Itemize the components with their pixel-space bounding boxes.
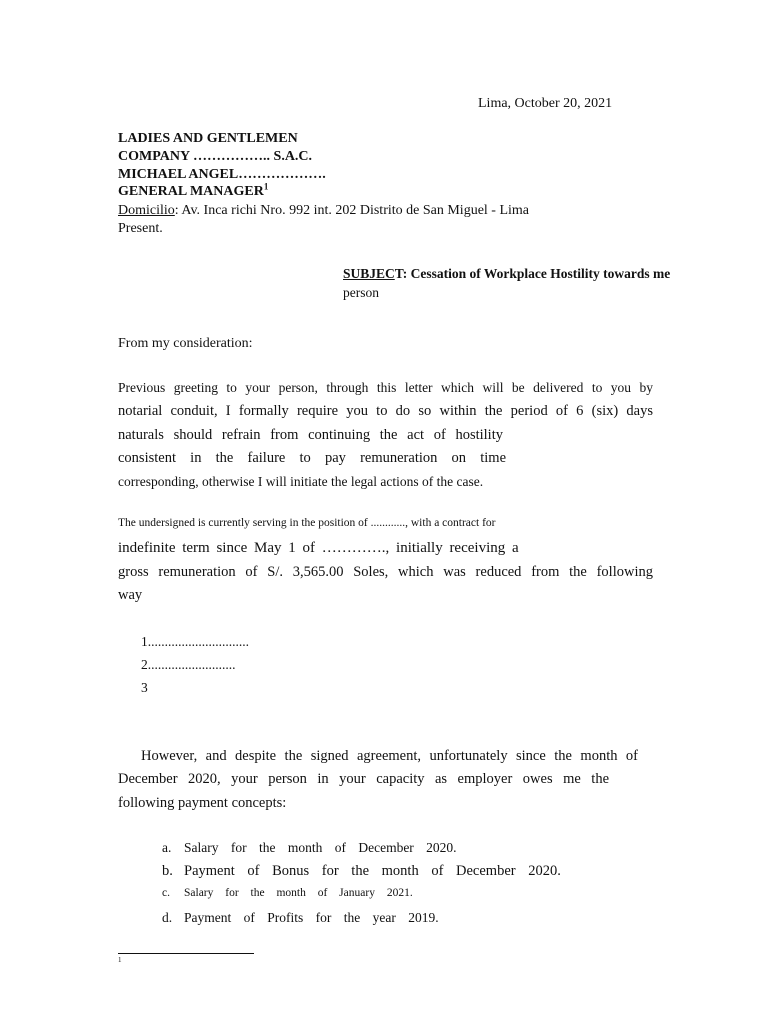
- domicile-label: Domicilio: [118, 203, 175, 218]
- paragraph-2-line: indefinite term since May 1 of …………., initially receiving a: [118, 540, 519, 556]
- list-item-label: b.: [162, 863, 173, 879]
- paragraph-2-line: The undersigned is currently serving in the position of ............, with a contract for: [118, 517, 496, 529]
- addressee-title: [118, 181, 269, 200]
- letter-date: Lima, October 20, 2021: [478, 96, 613, 111]
- paragraph-2-line: way: [118, 587, 143, 603]
- footnote-mark: 1: [118, 956, 122, 964]
- list-item: [162, 910, 439, 926]
- paragraph-3-line: following payment concepts:: [118, 795, 287, 811]
- list-item-text: Payment of Bonus for the month of December 2020.: [184, 863, 561, 879]
- list-item: [162, 840, 457, 856]
- footnote-separator: [118, 953, 254, 954]
- addressee-title-text: GENERAL MANAGER: [118, 184, 264, 199]
- addressee-present: Present.: [118, 221, 163, 236]
- addressee-line-1: LADIES AND GENTLEMEN: [118, 131, 298, 146]
- subject-line-2: person: [343, 285, 379, 300]
- paragraph-1-line: consistent in the failure to pay remuneration on time: [118, 450, 506, 466]
- addressee-company: COMPANY …………….. S.A.C.: [118, 149, 313, 164]
- list-item: [162, 863, 561, 880]
- paragraph-2-line: gross remuneration of S/. 3,565.00 Soles, which was reduced from the following: [118, 564, 653, 580]
- list-item-label: d.: [162, 910, 173, 925]
- list-item: 2..........................: [141, 657, 236, 672]
- list-item-text: Salary for the month of January 2021.: [184, 887, 413, 899]
- subject-line: [343, 266, 670, 282]
- paragraph-1-line: Previous greeting to your person, through this letter which will be delivered to you by: [118, 380, 653, 395]
- greeting: From my consideration:: [118, 336, 253, 351]
- subject-text: Cessation of Workplace Hostility towards me: [410, 266, 671, 281]
- list-item-text: Salary for the month of December 2020.: [184, 840, 457, 855]
- list-item: 3: [141, 680, 148, 695]
- addressee-name: MICHAEL ANGEL……………….: [118, 167, 326, 182]
- paragraph-1-line: notarial conduit, I formally require you to do so within the period of 6 (six) days: [118, 403, 653, 419]
- paragraph-1-line: naturals should refrain from continuing the act of hostility: [118, 427, 503, 443]
- paragraph-3-line: However, and despite the signed agreement, unfortunately since the month of: [141, 748, 638, 764]
- addressee-domicile: [118, 203, 529, 219]
- paragraph-1-line: corresponding, otherwise I will initiate the legal actions of the case.: [118, 474, 484, 489]
- list-item: [162, 887, 413, 899]
- paragraph-3-line: December 2020, your person in your capacity as employer owes me the: [118, 771, 609, 787]
- domicile-text: : Av. Inca richi Nro. 992 int. 202 Distrito de San Miguel - Lima: [174, 203, 529, 218]
- footnote-ref: 1: [263, 181, 269, 192]
- list-item: 1..............................: [141, 634, 249, 649]
- subject-label: SUBJEC: [343, 266, 395, 281]
- list-item-label: c.: [162, 887, 170, 899]
- list-item-text: Payment of Profits for the year 2019.: [184, 910, 439, 925]
- subject-label-rest: T:: [394, 266, 408, 281]
- list-item-label: a.: [162, 840, 172, 855]
